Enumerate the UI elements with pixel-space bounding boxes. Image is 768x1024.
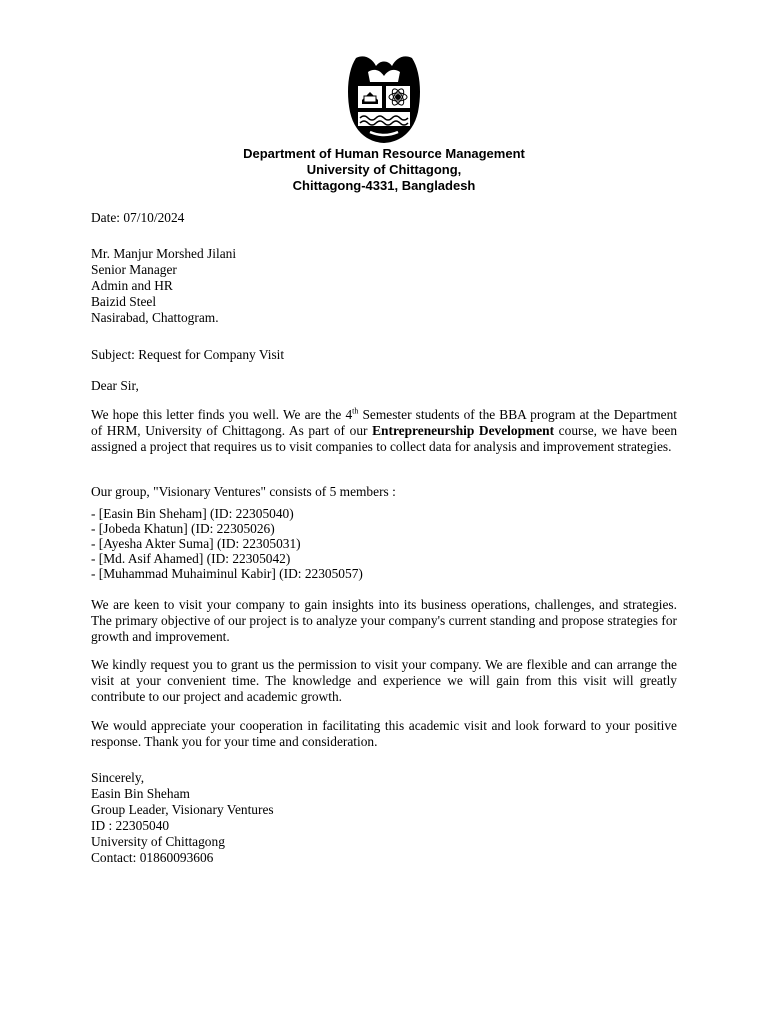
recipient-company: Baizid Steel xyxy=(91,294,157,309)
university-address: Chittagong-4331, Bangladesh xyxy=(292,178,476,193)
university-seal-logo xyxy=(346,52,422,144)
member-list xyxy=(91,506,677,581)
closing-word: Sincerely, xyxy=(91,770,145,785)
member-item: - [Ayesha Akter Suma] (ID: 22305031) xyxy=(91,536,301,551)
sender-role: Group Leader, Visionary Ventures xyxy=(91,802,274,817)
member-item: - [Md. Asif Ahamed] (ID: 22305042) xyxy=(91,551,291,566)
ordinal-suffix: th xyxy=(352,406,359,416)
recipient-name: Mr. Manjur Morshed Jilani xyxy=(91,246,237,261)
closing-paragraph: We would appreciate your cooperation in facilitating this academic visit and look forward to your positive response. Thank you for your time and consideration. xyxy=(91,718,677,749)
group-intro: Our group, "Visionary Ventures" consists of 5 members : xyxy=(91,484,396,499)
recipient-department: Admin and HR xyxy=(91,278,173,293)
signature-block xyxy=(91,770,677,866)
recipient-address: Nasirabad, Chattogram. xyxy=(91,310,219,325)
objective-paragraph: We are keen to visit your company to gain insights into its business operations, challenges, and strategies. The primary objective of our project is to analyze your company's current standing and propose strategies for growth and improvement. xyxy=(91,597,677,644)
request-paragraph: We kindly request you to grant us the permission to visit your company. We are flexible and can arrange the visit at your convenient time. The knowledge and experience we will gain from this visit will greatly contribute to our project and academic growth. xyxy=(91,657,677,704)
course-name: Entrepreneurship Development xyxy=(372,423,555,438)
sender-university: University of Chittagong xyxy=(91,834,225,849)
university-name: University of Chittagong, xyxy=(306,162,462,177)
intro-text-3: course, we have been assigned a project that requires us to visit companies to collect data for analysis and improvement strategies. xyxy=(91,423,678,454)
recipient-block xyxy=(91,246,677,326)
salutation: Dear Sir, xyxy=(91,378,139,393)
letter-subject: Subject: Request for Company Visit xyxy=(91,347,285,362)
intro-text-1: We hope this letter finds you well. We are the 4 xyxy=(91,407,353,422)
sender-id: ID : 22305040 xyxy=(91,818,170,833)
department-name: Department of Human Resource Management xyxy=(243,146,525,161)
member-item: - [Easin Bin Sheham] (ID: 22305040) xyxy=(91,506,294,521)
member-item: - [Jobeda Khatun] (ID: 22305026) xyxy=(91,521,275,536)
recipient-title: Senior Manager xyxy=(91,262,177,277)
sender-name: Easin Bin Sheham xyxy=(91,786,190,801)
letter-date: Date: 07/10/2024 xyxy=(91,210,185,225)
intro-text-2: Semester students of the BBA program at the Department of HRM, University of Chittagong. As part of our xyxy=(91,407,677,438)
sender-contact: Contact: 01860093606 xyxy=(91,850,214,865)
member-item: - [Muhammad Muhaiminul Kabir] (ID: 22305057) xyxy=(91,566,363,581)
intro-paragraph xyxy=(91,407,677,455)
